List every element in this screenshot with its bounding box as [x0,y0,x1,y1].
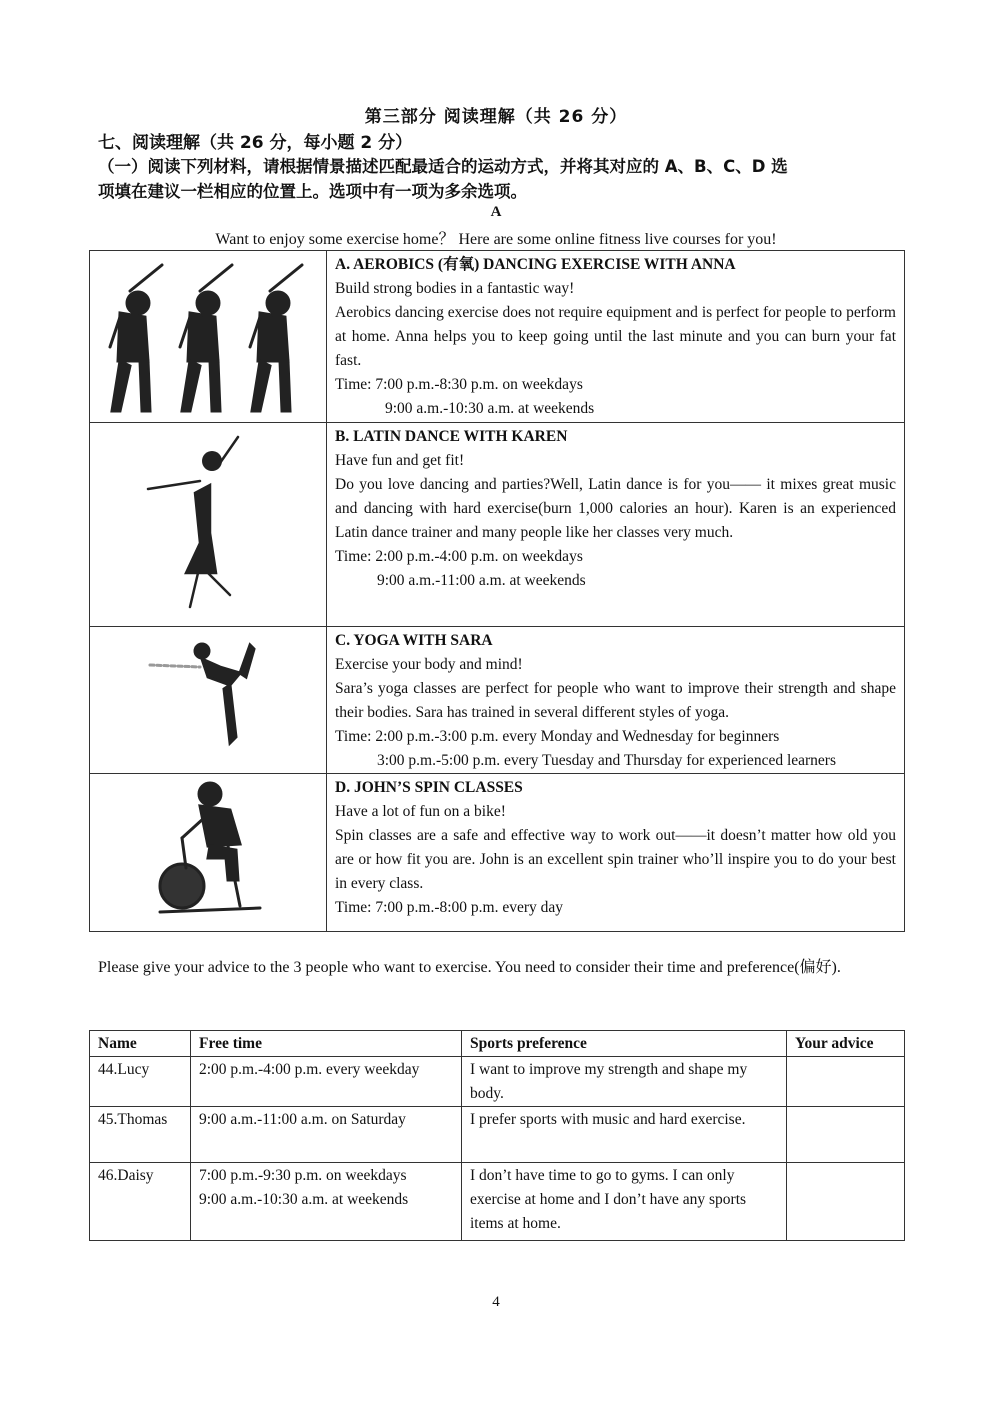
passage-letter: A [490,204,502,220]
course-text-cell [327,251,905,423]
header-your-advice: Your advice [787,1031,905,1057]
free-time: 2:00 p.m.-4:00 p.m. every weekday [191,1057,462,1107]
yoga-pose-picture [90,627,326,769]
instruction-line-2: 项填在建议一栏相应的位置上。选项中有一项为多余选项。 [98,182,527,201]
course-description: Sara’s yoga classes are perfect for people who want to improve their strength and shape their bodies. Sara has trained in several different styles of yoga. [335,680,896,721]
course-time: Time: 7:00 p.m.-8:30 p.m. on weekdays [335,376,583,393]
course-text-cell [327,627,905,774]
course-slogan: Build strong bodies in a fantastic way! [335,280,575,297]
latin-dancer-picture [90,423,326,623]
advice-answer-field[interactable] [787,1163,905,1241]
course-slogan: Exercise your body and mind! [335,656,523,673]
course-slogan: Have fun and get fit! [335,452,465,469]
course-row-c [90,627,905,774]
free-time-cell [191,1163,462,1241]
course-picture-cell [90,627,327,774]
header-sports-preference: Sports preference [462,1031,787,1057]
course-slogan: Have a lot of fun on a bike! [335,803,506,820]
part-title: 第三部分 阅读理解（共 26 分） [364,107,628,127]
aerobics-dancers-picture [90,251,326,421]
advice-answer-field[interactable] [787,1107,905,1163]
header-name: Name [90,1031,191,1057]
course-description: Aerobics dancing exercise does not require equipment and is perfect for people to perform at home. Anna helps you to keep going until the last minute and you can burn your fat fast. [335,304,896,369]
table-row [90,1163,905,1241]
course-time: Time: 7:00 p.m.-8:00 p.m. every day [335,899,564,916]
course-time: Time: 2:00 p.m.-3:00 p.m. every Monday and Wednesday for beginners [335,728,780,745]
course-row-a [90,251,905,423]
course-title: D. JOHN’S SPIN CLASSES [335,779,523,796]
passage-intro: Want to enjoy some exercise home？ Here are some online fitness live courses for you! [215,231,777,248]
course-time: 3:00 p.m.-5:00 p.m. every Tuesday and Thursday for experienced learners [377,752,836,769]
course-text-cell [327,423,905,627]
course-time: 9:00 a.m.-11:00 a.m. at weekends [377,572,586,589]
person-name: 44.Lucy [90,1057,191,1107]
course-title: C. YOGA WITH SARA [335,632,493,649]
course-title: B. LATIN DANCE WITH KAREN [335,428,568,445]
course-picture-cell [90,774,327,932]
people-table [89,1030,905,1241]
course-title: A. AEROBICS (有氧) DANCING EXERCISE WITH ANNA [335,256,736,273]
sports-preference: I prefer sports with music and hard exercise. [462,1107,787,1163]
course-time: 9:00 a.m.-10:30 a.m. at weekends [385,400,595,417]
free-time: 7:00 p.m.-9:30 p.m. on weekdays [199,1167,407,1184]
table-row [90,1057,905,1107]
course-time: Time: 2:00 p.m.-4:00 p.m. on weekdays [335,548,583,565]
course-picture-cell [90,423,327,627]
sports-preference: I want to improve my strength and shape my body. [462,1057,787,1107]
course-row-d [90,774,905,932]
table-header-row [90,1031,905,1057]
free-time: 9:00 a.m.-10:30 a.m. at weekends [199,1191,409,1208]
course-row-b [90,423,905,627]
advice-prompt: Please give your advice to the 3 people who want to exercise. You need to consider their time and preference(偏好). [98,959,841,976]
spin-bike-picture [90,774,326,928]
page-number: 4 [492,1294,500,1310]
course-description: Spin classes are a safe and effective way to work out——it doesn’t matter how old you are or how fit you are. John is an excellent spin trainer who’ll inspire you to do your best in every class. [335,827,896,892]
advice-answer-field[interactable] [787,1057,905,1107]
course-description: Do you love dancing and parties?Well, Latin dance is for you—— it mixes great music and dancing with hard exercise(burn 1,000 calories an hour). Karen is an experienced Latin dance trainer and many people like her classes very much. [335,476,896,541]
person-name: 46.Daisy [90,1163,191,1241]
course-text-cell [327,774,905,932]
courses-table [89,250,905,932]
course-picture-cell [90,251,327,423]
free-time: 9:00 a.m.-11:00 a.m. on Saturday [191,1107,462,1163]
person-name: 45.Thomas [90,1107,191,1163]
table-row [90,1107,905,1163]
section-title: 七、阅读理解（共 26 分，每小题 2 分） [98,133,413,153]
instruction-line-1: （一）阅读下列材料，请根据情景描述匹配最适合的运动方式，并将其对应的 A、B、C、D 选 [98,157,788,176]
sports-preference: I don’t have time to go to gyms. I can only exercise at home and I don’t have any sports items at home. [462,1163,787,1241]
header-free-time: Free time [191,1031,462,1057]
